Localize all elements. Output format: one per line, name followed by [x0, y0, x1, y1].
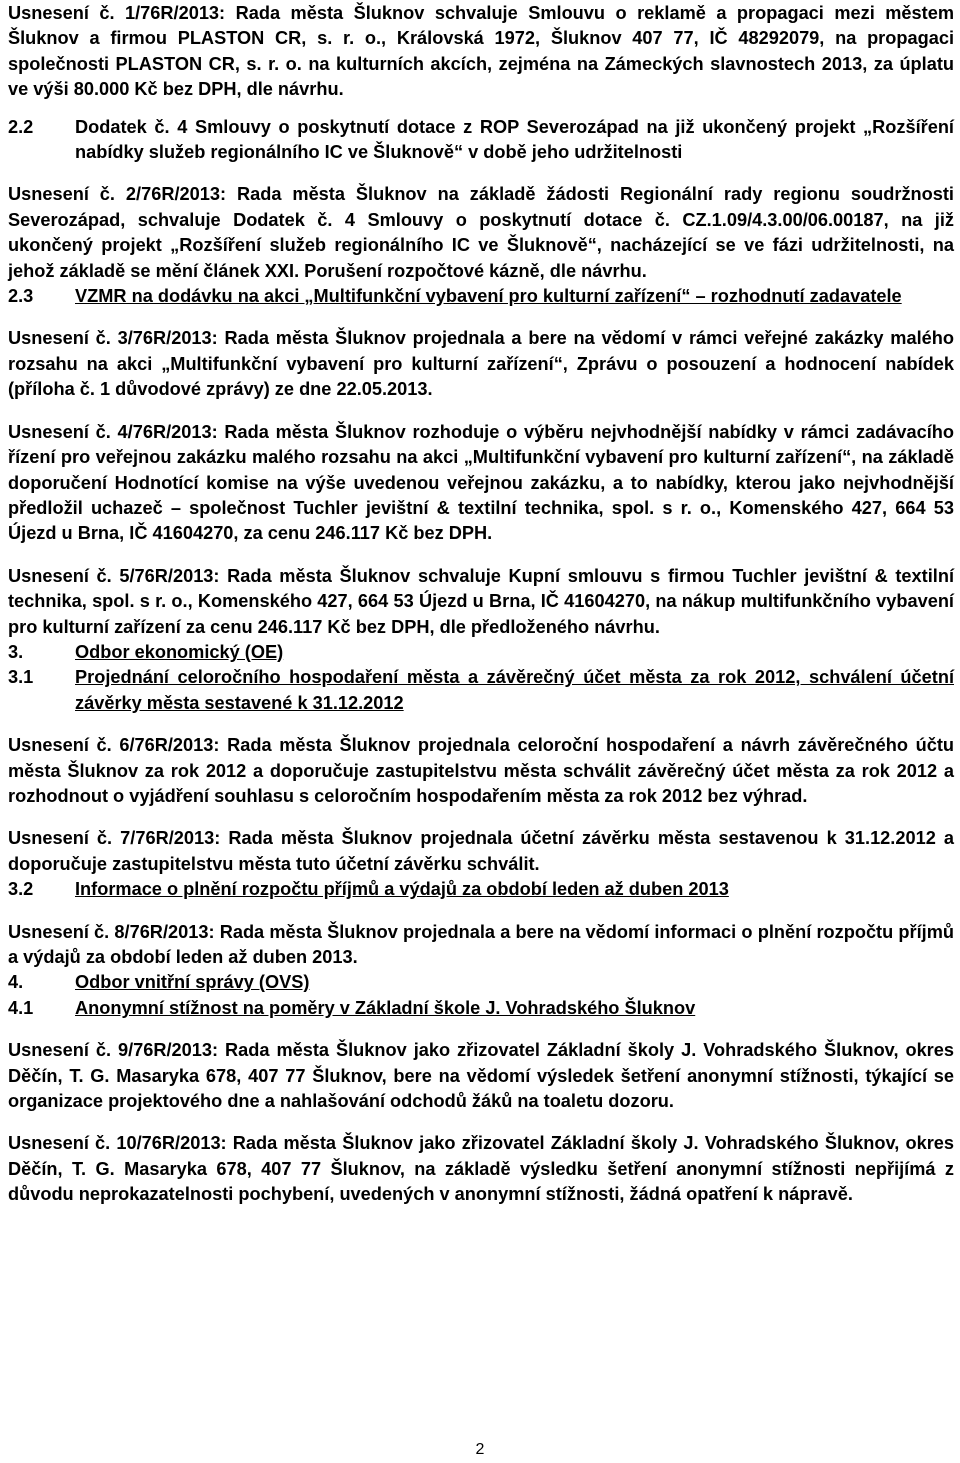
section-2-3-heading [8, 284, 954, 309]
section-number: 2.2 [8, 116, 34, 137]
resolution-8: Usnesení č. 8/76R/2013: Rada města Šluknov projednala a bere na vědomí informaci o plnění rozpočtu příjmů a výdajů za období leden až duben 2013. [8, 921, 954, 967]
section-title: Projednání celoročního hospodaření města a závěrečný účet města za rok 2012, schválení účetní závěrky města sestavené k 31.12.2012 [75, 667, 954, 713]
section-4-heading [8, 970, 954, 995]
section-number: 3.2 [8, 879, 34, 900]
section-number: 2.3 [8, 286, 34, 307]
section-2-2-heading [8, 115, 954, 166]
resolution-4: Usnesení č. 4/76R/2013: Rada města Šluknov rozhoduje o výběru nejvhodnější nabídky v rámci zadávacího řízení pro veřejnou zakázku malého rozsahu na akci „Multifunkční vybavení pro kulturní zařízení“, na základě doporučení Hodnotící komise na výše uvedenou veřejnou zakázku, a to nabídky, kterou jako nejvhodnější předložil uchazeč – společnost Tuchler jevištní & textilní technika, spol. s r. o., Komenského 427, 664 53 Újezd u Brna, IČ 41604270, za cenu 246.117 Kč bez DPH. [8, 421, 954, 544]
section-title: Dodatek č. 4 Smlouvy o poskytnutí dotace z ROP Severozápad na již ukončený projekt „Rozšíření nabídky služeb regionálního IC ve Šluknově“ v době jeho udržitelnosti [75, 116, 954, 163]
section-number: 4.1 [8, 997, 34, 1018]
section-title: Odbor vnitřní správy (OVS) [75, 972, 310, 993]
document-page [8, 0, 954, 1208]
page-number: 2 [475, 1441, 485, 1458]
section-3-1-heading [8, 665, 954, 716]
section-number: 4. [8, 972, 24, 993]
section-title: Anonymní stížnost na poměry v Základní škole J. Vohradského Šluknov [75, 997, 696, 1018]
resolution-2: Usnesení č. 2/76R/2013: Rada města Šluknov na základě žádosti Regionální rady regionu soudržnosti Severozápad, schvaluje Dodatek č. 4 Smlouvy o poskytnutí dotace č. CZ.1.09/4.3.00/06.00187, na již ukončený projekt „Rozšíření služeb regionálního IC ve Šluknově“, nacházející se ve fázi udržitelnosti, na jehož základě se mění článek XXI. Porušení rozpočtové kázně, dle návrhu. [8, 184, 954, 281]
section-title: VZMR na dodávku na akci „Multifunkční vybavení pro kulturní zařízení“ – rozhodnutí zadavatele [75, 286, 902, 307]
resolution-5: Usnesení č. 5/76R/2013: Rada města Šluknov schvaluje Kupní smlouvu s firmou Tuchler jevištní & textilní technika, spol. s r. o., Komenského 427, 664 53 Újezd u Brna, IČ 41604270, na nákup multifunkčního vybavení pro kulturní zařízení za cenu 246.117 Kč bez DPH, dle předloženého návrhu. [8, 565, 954, 637]
section-3-heading [8, 640, 954, 665]
section-number: 3.1 [8, 667, 34, 688]
section-3-2-heading [8, 877, 954, 902]
section-title: Informace o plnění rozpočtu příjmů a výdajů za období leden až duben 2013 [75, 879, 729, 900]
resolution-6: Usnesení č. 6/76R/2013: Rada města Šluknov projednala celoroční hospodaření a návrh závěrečného účtu města Šluknov za rok 2012 a doporučuje zastupitelstvu města schválit závěrečný účet města za rok 2012 a rozhodnout o vyjádření souhlasu s celoročním hospodařením města za rok 2012 bez výhrad. [8, 735, 954, 806]
section-4-1-heading [8, 996, 954, 1021]
section-title: Odbor ekonomický (OE) [75, 641, 284, 662]
resolution-9: Usnesení č. 9/76R/2013: Rada města Šluknov jako zřizovatel Základní školy J. Vohradského Šluknov, okres Děčín, T. G. Masaryka 678, 407 77 Šluknov, bere na vědomí výsledek šetření anonymní stížnosti, týkající se organizace projektového dne a nahlašování odchodů žáků na toaletu dozoru. [8, 1040, 954, 1112]
resolution-1: Usnesení č. 1/76R/2013: Rada města Šluknov schvaluje Smlouvu o reklamě a propagaci mezi městem Šluknov a firmou PLASTON CR, s. r. o., Královská 1972, Šluknov 407 77, IČ 48292079, na propagaci společnosti PLASTON CR, s. r. o. na kulturních akcích, zejména na Zámeckých slavnostech 2013, za úplatu ve výši 80.000 Kč bez DPH, dle návrhu. [8, 3, 954, 100]
resolution-3: Usnesení č. 3/76R/2013: Rada města Šluknov projednala a bere na vědomí v rámci veřejné zakázky malého rozsahu na akci „Multifunkční vybavení pro kulturní zařízení“, Zprávu o posouzení a hodnocení nabídek (příloha č. 1 důvodové zprávy) ze dne 22.05.2013. [8, 328, 954, 400]
resolution-10: Usnesení č. 10/76R/2013: Rada města Šluknov jako zřizovatel Základní školy J. Vohradského Šluknov, okres Děčín, T. G. Masaryka 678, 407 77 Šluknov, na základě výsledku šetření anonymní stížnosti nepřijímá z důvodu neprokazatelnosti pochybení, uvedených v anonymní stížnosti, žádná opatření k nápravě. [8, 1133, 954, 1205]
section-number: 3. [8, 641, 24, 662]
resolution-7: Usnesení č. 7/76R/2013: Rada města Šluknov projednala účetní závěrku města sestavenou k 31.12.2012 a doporučuje zastupitelstvu města tuto účetní závěrku schválit. [8, 828, 954, 874]
